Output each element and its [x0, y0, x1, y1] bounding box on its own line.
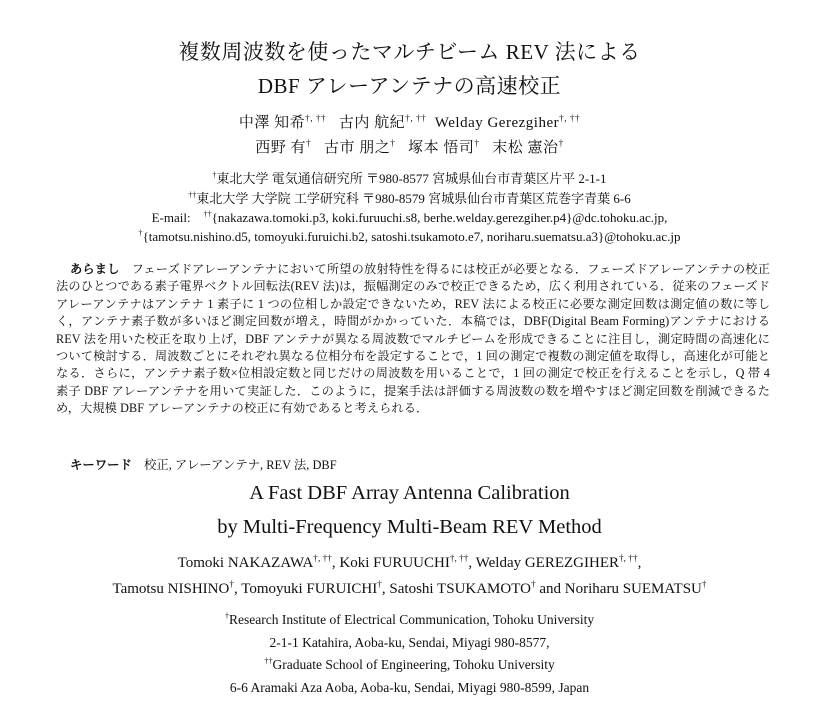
author-name: 塚本 悟司	[408, 140, 475, 156]
en-affiliation-1-address: 2-1-1 Katahira, Aoba-ku, Sendai, Miyagi 980-8577,	[269, 635, 550, 650]
email-label: E-mail:	[151, 210, 191, 225]
author-mark: †	[530, 580, 536, 590]
author-name: Tomoyuki FURUICHI	[241, 581, 378, 597]
author-mark: †, ††	[313, 554, 332, 564]
affiliation-mark: ††	[188, 190, 197, 200]
author-mark: †	[229, 580, 234, 590]
author-mark: †	[558, 139, 564, 149]
email-line-2	[0, 229, 819, 245]
en-affiliation-1	[0, 612, 819, 628]
author-separator: ,	[381, 581, 390, 597]
author-name: 古市 朋之	[323, 140, 391, 156]
affiliation-mark: †	[212, 170, 217, 180]
author-mark: †, ††	[405, 114, 427, 124]
author-mark: †, ††	[559, 114, 581, 124]
author-separator: ,	[468, 555, 476, 571]
author-name: Tamotsu NISHINO	[112, 581, 230, 597]
email-line-1	[0, 210, 819, 226]
keywords-label: キーワード	[70, 458, 132, 472]
abstract	[56, 261, 770, 418]
author-mark: †, ††	[305, 114, 327, 124]
en-affiliation-2	[0, 657, 819, 673]
affiliation-text: Research Institute of Electrical Communication, Tohoku University	[229, 612, 595, 627]
author-name: Welday GEREZGIHER	[475, 555, 619, 571]
author-separator: ,	[331, 555, 340, 571]
email-addresses: {nakazawa.tomoki.p3, koki.furuuchi.s8, berhe.welday.gerezgiher.p4}@dc.tohoku.ac.jp,	[211, 210, 668, 225]
affiliation-text: 東北大学 電気通信研究所 〒980-8577 宮城県仙台市青葉区片平 2-1-1	[216, 171, 607, 186]
author-name: Koki FURUUCHI	[339, 555, 450, 571]
keywords	[70, 455, 337, 473]
affiliation-text: 東北大学 大学院 工学研究科 〒980-8579 宮城県仙台市青葉区荒巻字青葉 6-6	[196, 191, 631, 206]
en-authors-line2	[0, 581, 819, 598]
author-name: 中澤 知希	[238, 115, 306, 131]
email-mark: †	[138, 228, 143, 238]
email-addresses: {tamotsu.nishino.d5, tomoyuki.furuichi.b2, satoshi.tsukamoto.e7, noriharu.suematsu.a3}@tohoku.ac.jp	[142, 229, 681, 244]
author-separator: and	[535, 581, 565, 597]
jp-authors-line1	[0, 111, 819, 132]
affiliation-mark: †	[224, 611, 230, 621]
jp-authors-line2	[0, 136, 819, 157]
en-title-line2: by Multi-Frequency Multi-Beam REV Method	[217, 516, 602, 538]
author-mark: †	[377, 580, 382, 590]
jp-title-line1: 複数周波数を使ったマルチビーム REV 法による	[178, 40, 641, 64]
abstract-text: フェーズドアレーアンテナにおいて所望の放射特性を得るには校正が必要となる．フェーズドアレーアンテナの校正法のひとつである素子電界ベクトル回転法(REV 法)は，振幅測定のみで校正できるため，広く利用されている．従来のフェーズドアレーアンテナはアンテナ 1 素子に 1 つの位相しか設定できないため，REV 法による校正に必要な測定回数は測定値の数に等しく，アンテナ素子数が多いほど測定回数が増え，時間がかかっていた．本稿では，DBF(Digital Beam Forming)アンテナにおける REV 法を用いた校正を取り上げ，DBF アンテナが異なる周波数でマルチビームを形成できることに注目し，測定時間の高速化について検討する．周波数ごとにそれぞれ異なる位相分布を設定することで，1 回の測定で複数の測定値を取得し，高速化が可能となる．さらに，アンテナ素子数×位相設定数と同じだけの周波数を用いることで，1 回の測定で校正を行えることを示し，Q 帯 4 素子 DBF アレーアンテナを用いて実証した．このように，提案手法は評価する周波数の数を増やすほど測定回数を削減できるため，大規模 DBF アレーアンテナの校正に有効であると考えられる．	[56, 262, 770, 416]
affiliation-text: Graduate School of Engineering, Tohoku University	[272, 657, 555, 672]
author-mark: †	[701, 580, 707, 590]
author-name: 古内 航紀	[338, 115, 406, 131]
author-name: Tomoki NAKAZAWA	[177, 555, 314, 571]
en-affiliation-2-address: 6-6 Aramaki Aza Aoba, Aoba-ku, Sendai, Miyagi 980-8599, Japan	[229, 680, 590, 695]
author-separator: ,	[637, 555, 642, 571]
author-mark: †	[474, 139, 480, 149]
jp-title-line2: DBF アレーアンテナの高速校正	[257, 74, 562, 98]
en-title-line1: A Fast DBF Array Antenna Calibration	[249, 482, 570, 504]
author-name: Noriharu SUEMATSU	[564, 581, 702, 597]
author-mark: †	[390, 139, 396, 149]
author-name: 末松 憲治	[492, 140, 559, 156]
affiliation-mark: ††	[264, 656, 273, 666]
keywords-text: 校正, アレーアンテナ, REV 法, DBF	[143, 458, 337, 472]
jp-affiliation-1	[0, 168, 819, 187]
email-mark: ††	[203, 209, 212, 219]
author-separator: ,	[233, 581, 242, 597]
abstract-label: あらまし	[70, 262, 120, 276]
author-name: 西野 有	[255, 140, 307, 156]
jp-affiliation-2	[0, 188, 819, 207]
author-mark: †, ††	[619, 554, 638, 564]
author-mark: †	[306, 139, 312, 149]
author-name: Welday Gerezgiher	[434, 115, 560, 131]
en-authors-line1	[0, 555, 819, 572]
author-mark: †, ††	[449, 554, 469, 564]
author-name: Satoshi TSUKAMOTO	[389, 581, 531, 597]
